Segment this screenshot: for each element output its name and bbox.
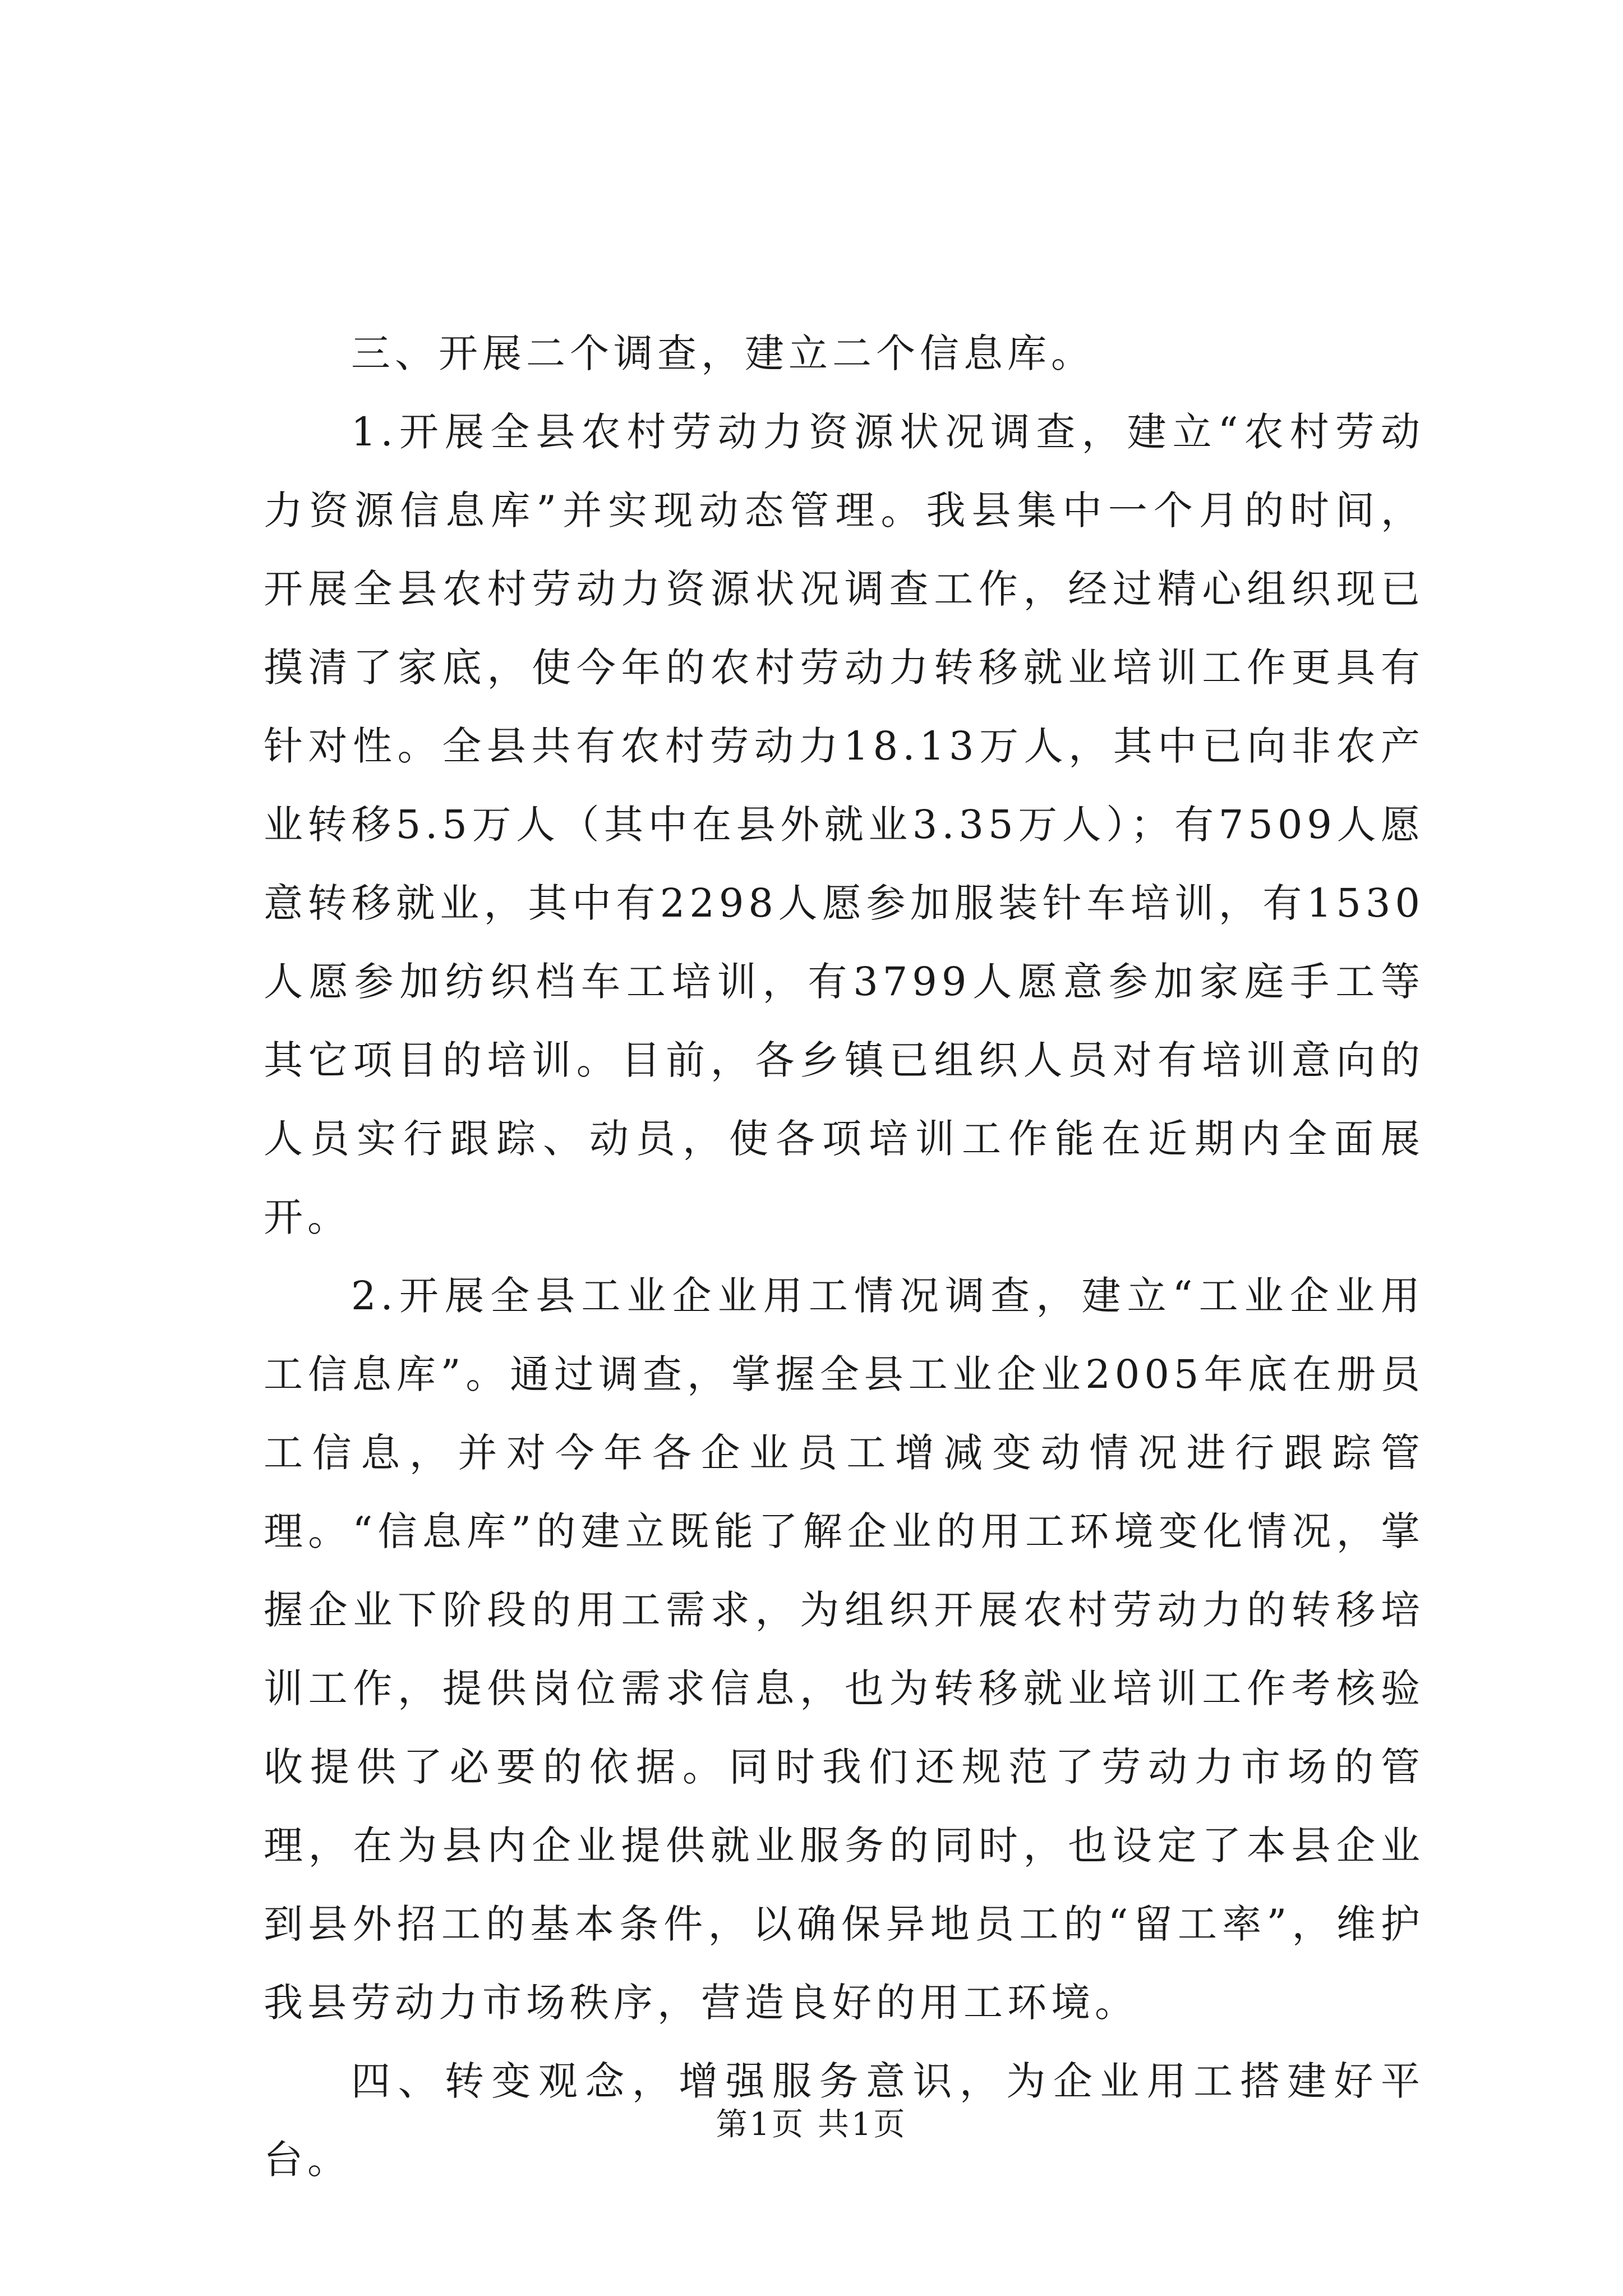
paragraph-rural-labor-survey: 1.开展全县农村劳动力资源状况调查，建立“农村劳动力资源信息库”并实现动态管理。我县集中一个月的时间，开展全县农村劳动力资源状况调查工作，经过精心组织现已摸清了家底，使今年的农村劳动力转移就业培训工作更具有针对性。全县共有农村劳动力18.13万人，其中已向非农产业转移5.5万人（其中在县外就业3.35万人）；有7509人愿意转移就业，其中有2298人愿参加服装针车培训，有1530人愿参加纺织档车工培训，有3799人愿意参加家庭手工等其它项目的培训。目前，各乡镇已组织人员对有培训意向的人员实行跟踪、动员，使各项培训工作能在近期内全面展开。 [264, 409, 1424, 1240]
page-footer: 第1页 共1页 [716, 2106, 907, 2143]
section-heading-three: 三、开展二个调查，建立二个信息库。 [351, 330, 1095, 376]
section-heading-four: 四、转变观念，增强服务意识，为企业用工搭建好平台。 [264, 2058, 1424, 2183]
paragraph-industrial-employment-survey: 2.开展全县工业企业用工情况调查，建立“工业企业用工信息库”。通过调查，掌握全县工业企业2005年底在册员工信息，并对今年各企业员工增减变动情况进行跟踪管理。“信息库”的建立既能了解企业的用工环境变化情况，掌握企业下阶段的用工需求，为组织开展农村劳动力的转移培训工作，提供岗位需求信息，也为转移就业培训工作考核验收提供了必要的依据。同时我们还规范了劳动力市场的管理，在为县内企业提供就业服务的同时，也设定了本县企业到县外招工的基本条件，以确保异地员工的“留工率”，维护我县劳动力市场秩序，营造良好的用工环境。 [264, 1273, 1424, 2026]
document-body [264, 314, 1424, 2199]
